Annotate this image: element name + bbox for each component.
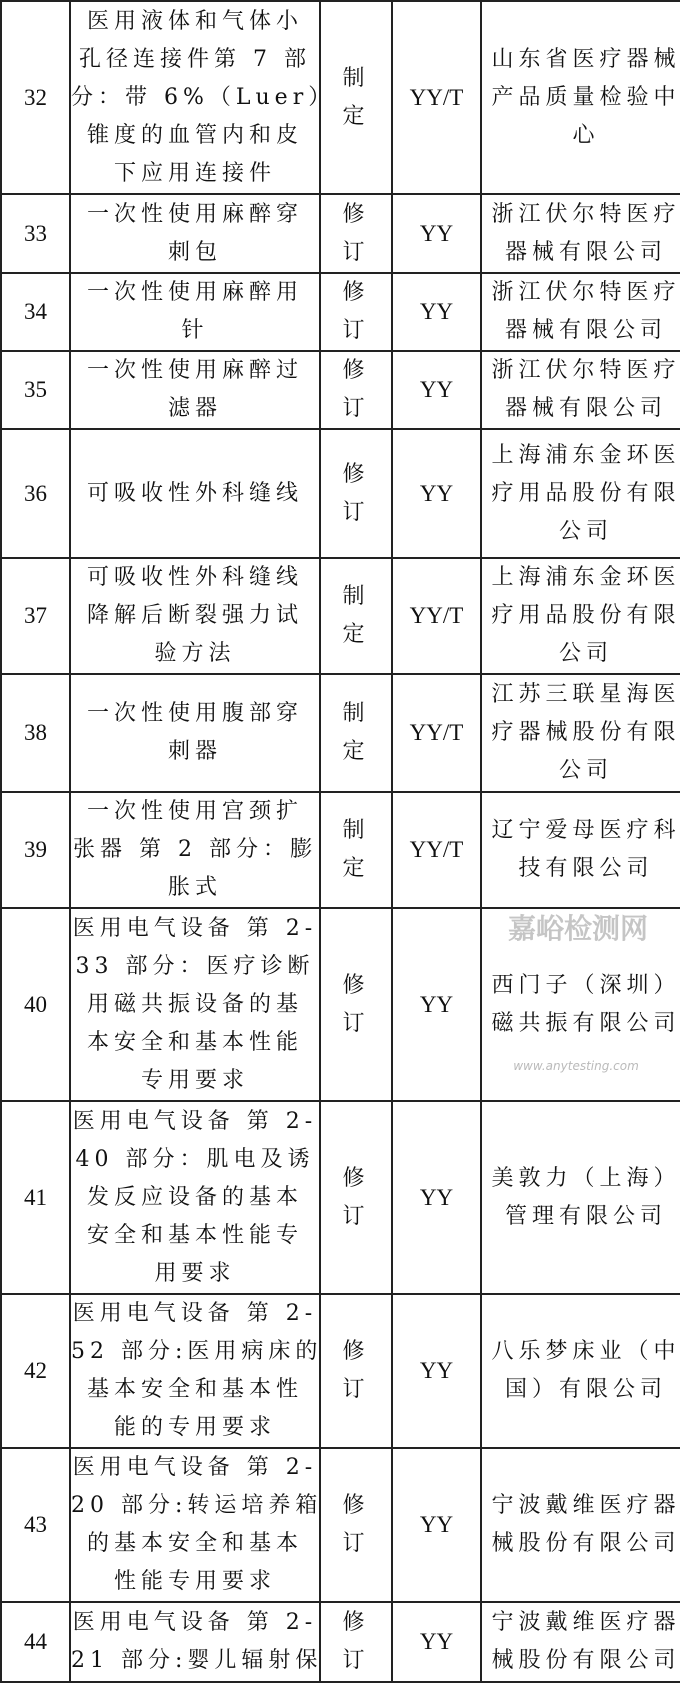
revision-type-cell [320,792,392,908]
table-row [1,429,680,558]
row-number: 33 [24,220,47,246]
responsible-organization: 西门子（深圳） [491,972,680,998]
standard-name: 刺器 [167,739,222,764]
row-number: 34 [24,299,47,324]
revision-type: 订 [342,318,370,343]
revision-type-cell [320,273,392,351]
table-row [1,1448,680,1602]
standard-name-cell [70,429,320,558]
standard-name: 医用电气设备 第 2- [72,1301,318,1326]
standard-name: 用磁共振设备的基 [86,991,303,1017]
row-number: 36 [24,480,47,506]
revision-type: 修 [342,358,370,383]
standard-category-cell [392,908,481,1101]
responsible-organization: 国）有限公司 [504,1377,667,1402]
table-row [1,1602,680,1682]
standard-category-cell [392,1602,481,1682]
row-number-cell [1,1,70,194]
responsible-organization: 八乐梦床业（中 [491,1339,680,1364]
standard-name: 胀式 [167,875,222,900]
standard-name: 一次性使用麻醉穿 [86,201,303,227]
responsible-organization: 山东省医疗器械 [491,46,680,72]
responsible-organization: 公司 [558,641,613,666]
standard-name: 医用电气设备 第 2- [72,1610,318,1635]
standard-category-cell [392,1448,481,1602]
standard-name: 孔径连接件第 7 部 [79,46,311,72]
row-number: 44 [24,1629,47,1654]
standard-name: 张器 第 2 部分：膨 [73,837,317,862]
responsible-organization: 公司 [558,758,613,783]
row-number-cell [1,1294,70,1448]
table-row [1,1294,680,1448]
table-row [1,674,680,792]
standard-category-cell [392,1,481,194]
responsible-organization: 器械有限公司 [504,318,667,343]
responsible-organization: 器械有限公司 [504,239,667,265]
row-number-cell [1,908,70,1101]
standard-name: 验方法 [154,641,236,666]
table-row [1,194,680,273]
standard-name: 一次性使用麻醉用 [86,280,303,305]
revision-type-cell [320,558,392,674]
revision-type: 修 [342,1493,370,1518]
responsible-organization: 械股份有限公司 [491,1648,680,1673]
standard-name-cell [70,1448,323,1602]
revision-type-cell [320,429,392,558]
responsible-organization: 宁波戴维医疗器 [491,1493,680,1518]
responsible-organization: 宁波戴维医疗器 [491,1610,680,1635]
standard-name: 安全和基本性能专 [86,1222,303,1248]
table-row [1,792,680,908]
watermark-url: www.anytesting.com [513,1059,639,1073]
standard-name: 性能专用要求 [113,1569,276,1594]
standard-name: 分：带 6%（Luer） [71,84,336,110]
row-number: 43 [24,1512,47,1537]
revision-type: 制 [342,701,370,726]
revision-type: 修 [342,280,370,305]
standard-category: YY [419,1358,454,1383]
standard-category-cell [392,558,481,674]
standard-name: 本安全和基本性能 [86,1029,303,1055]
responsible-organization: 浙江伏尔特医疗 [491,358,680,383]
revision-type: 订 [342,1010,370,1036]
responsible-organization-cell [481,1,680,194]
row-number: 42 [24,1358,47,1383]
table-row [1,1101,680,1294]
table-row [1,351,680,429]
revision-type: 修 [342,201,370,227]
responsible-organization: 疗器械股份有限 [491,720,680,745]
standard-name: 的基本安全和基本 [86,1531,303,1556]
revision-type: 订 [342,1648,370,1673]
standard-name-cell [70,1101,320,1294]
standard-name: 下应用连接件 [113,160,276,186]
standard-name-cell [70,1,336,194]
responsible-organization: 辽宁爱母医疗科 [491,818,680,843]
row-number: 35 [24,377,47,402]
responsible-organization: 浙江伏尔特医疗 [491,201,680,227]
standard-name: 能的专用要求 [113,1415,276,1440]
row-number: 38 [24,720,47,745]
standard-category: YY [419,1184,454,1210]
responsible-organization: 疗用品股份有限 [491,480,680,506]
responsible-organization: 上海浦东金环医 [491,565,680,590]
standard-name: 刺包 [167,239,222,265]
table-row [1,1,680,194]
table-row [1,558,680,674]
standard-name: 锥度的血管内和皮 [86,122,303,148]
responsible-organization: 上海浦东金环医 [491,442,680,468]
row-number-cell [1,351,70,429]
standard-category-cell [392,429,481,558]
standard-category: YY [419,1512,454,1537]
standard-name: 医用电气设备 第 2- [72,915,318,941]
revision-type: 订 [342,396,370,421]
standard-category-cell [392,674,481,792]
revision-type: 制 [342,584,370,609]
responsible-organization-cell [481,194,680,273]
standard-name: 20 部分:转运培养箱 [71,1493,323,1518]
standard-name: 医用电气设备 第 2- [72,1108,318,1134]
standard-category-cell [392,194,481,273]
standard-name-cell [70,558,320,674]
responsible-organization: 械股份有限公司 [491,1531,680,1556]
row-number: 40 [24,991,47,1017]
revision-type-cell [320,1294,392,1448]
responsible-organization: 美敦力（上海） [491,1165,680,1191]
row-number-cell [1,674,70,792]
revision-type: 修 [342,1610,370,1635]
responsible-organization: 管理有限公司 [504,1203,667,1229]
responsible-organization: 心 [572,122,600,148]
revision-type-cell [320,194,392,273]
row-number-cell [1,1448,70,1602]
table-row [1,273,680,351]
revision-type: 制 [342,65,370,91]
standard-name: 用要求 [154,1260,236,1286]
row-number: 37 [24,603,47,628]
revision-type-cell [320,674,392,792]
row-number: 39 [24,837,47,862]
standard-name-cell [70,1602,323,1682]
standard-category: YY [419,991,454,1017]
standard-category: YY [419,480,454,506]
responsible-organization-cell [481,792,680,908]
watermark: 嘉峪检测网 [507,912,648,945]
responsible-organization: 疗用品股份有限 [491,603,680,628]
responsible-organization-cell [481,1101,680,1294]
standard-category: YY [419,299,454,324]
standard-name: 医用电气设备 第 2- [72,1455,318,1480]
revision-type: 修 [342,461,370,487]
revision-type-cell [320,1101,392,1294]
revision-type: 定 [342,622,370,647]
standard-name-cell [70,273,320,351]
row-number: 32 [24,84,47,110]
standard-category: YY [419,1629,454,1654]
responsible-organization: 产品质量检验中 [491,84,680,110]
responsible-organization-cell [481,558,680,674]
revision-type: 订 [342,1531,370,1556]
standard-category-cell [392,1101,481,1294]
responsible-organization: 浙江伏尔特医疗 [491,280,680,305]
standard-name-cell [70,1294,323,1448]
standard-category: YY/T [409,720,464,745]
responsible-organization-cell [481,674,680,792]
row-number: 41 [24,1184,47,1210]
standard-name: 33 部分：医疗诊断 [75,953,315,979]
standard-name: 52 部分:医用病床的 [71,1339,323,1364]
revision-type: 定 [342,103,370,129]
responsible-organization-cell [481,1448,680,1602]
responsible-organization-cell [481,273,680,351]
revision-type: 订 [342,239,370,265]
row-number-cell [1,792,70,908]
standard-category: YY [419,377,454,402]
responsible-organization: 器械有限公司 [504,396,667,421]
standard-name: 基本安全和基本性 [86,1377,303,1402]
revision-type-cell [320,1448,392,1602]
standard-category-cell [392,273,481,351]
standard-category: YY/T [409,603,464,628]
responsible-organization: 公司 [558,518,613,544]
row-number-cell [1,1602,70,1682]
revision-type: 制 [342,818,370,843]
standard-name-cell [70,792,320,908]
standard-name-cell [70,908,320,1101]
responsible-organization-cell [481,351,680,429]
standard-name: 40 部分：肌电及诱 [75,1146,315,1172]
responsible-organization-cell [481,429,680,558]
standard-category: YY/T [409,84,464,110]
standard-name-cell [70,351,320,429]
standard-name-cell [70,194,320,273]
standard-category-cell [392,792,481,908]
standard-name: 可吸收性外科缝线 [86,480,303,506]
row-number-cell [1,429,70,558]
revision-type-cell [320,908,392,1101]
standard-name: 针 [181,318,209,343]
standard-category-cell [392,1294,481,1448]
revision-type: 订 [342,499,370,525]
revision-type: 定 [342,856,370,881]
revision-type: 修 [342,1165,370,1191]
standard-name: 专用要求 [140,1067,249,1093]
standard-name: 可吸收性外科缝线 [86,565,303,590]
standard-name: 一次性使用宫颈扩 [86,799,303,824]
revision-type: 订 [342,1203,370,1229]
revision-type: 定 [342,739,370,764]
revision-type: 修 [342,972,370,998]
responsible-organization: 技有限公司 [518,856,654,881]
standard-name: 发反应设备的基本 [86,1184,303,1210]
standard-category: YY [419,220,454,246]
standard-category: YY/T [409,837,464,862]
standard-name: 一次性使用腹部穿 [86,701,303,726]
responsible-organization: 磁共振有限公司 [491,1010,680,1036]
row-number-cell [1,1101,70,1294]
row-number-cell [1,558,70,674]
standard-name: 降解后断裂强力试 [86,603,303,628]
revision-type: 订 [342,1377,370,1402]
standard-name: 一次性使用麻醉过 [86,358,303,383]
responsible-organization-cell [481,1602,680,1682]
standard-name: 21 部分:婴儿辐射保 [71,1648,323,1673]
row-number-cell [1,194,70,273]
revision-type-cell [320,1602,392,1682]
standard-category-cell [392,351,481,429]
standard-name-cell [70,674,320,792]
table-body [1,1,680,1682]
responsible-organization: 江苏三联星海医 [491,682,680,707]
standard-name: 滤器 [167,396,222,421]
responsible-organization-cell [481,1294,680,1448]
revision-type-cell [320,351,392,429]
standard-name: 医用液体和气体小 [86,8,303,34]
row-number-cell [1,273,70,351]
revision-type: 修 [342,1339,370,1364]
